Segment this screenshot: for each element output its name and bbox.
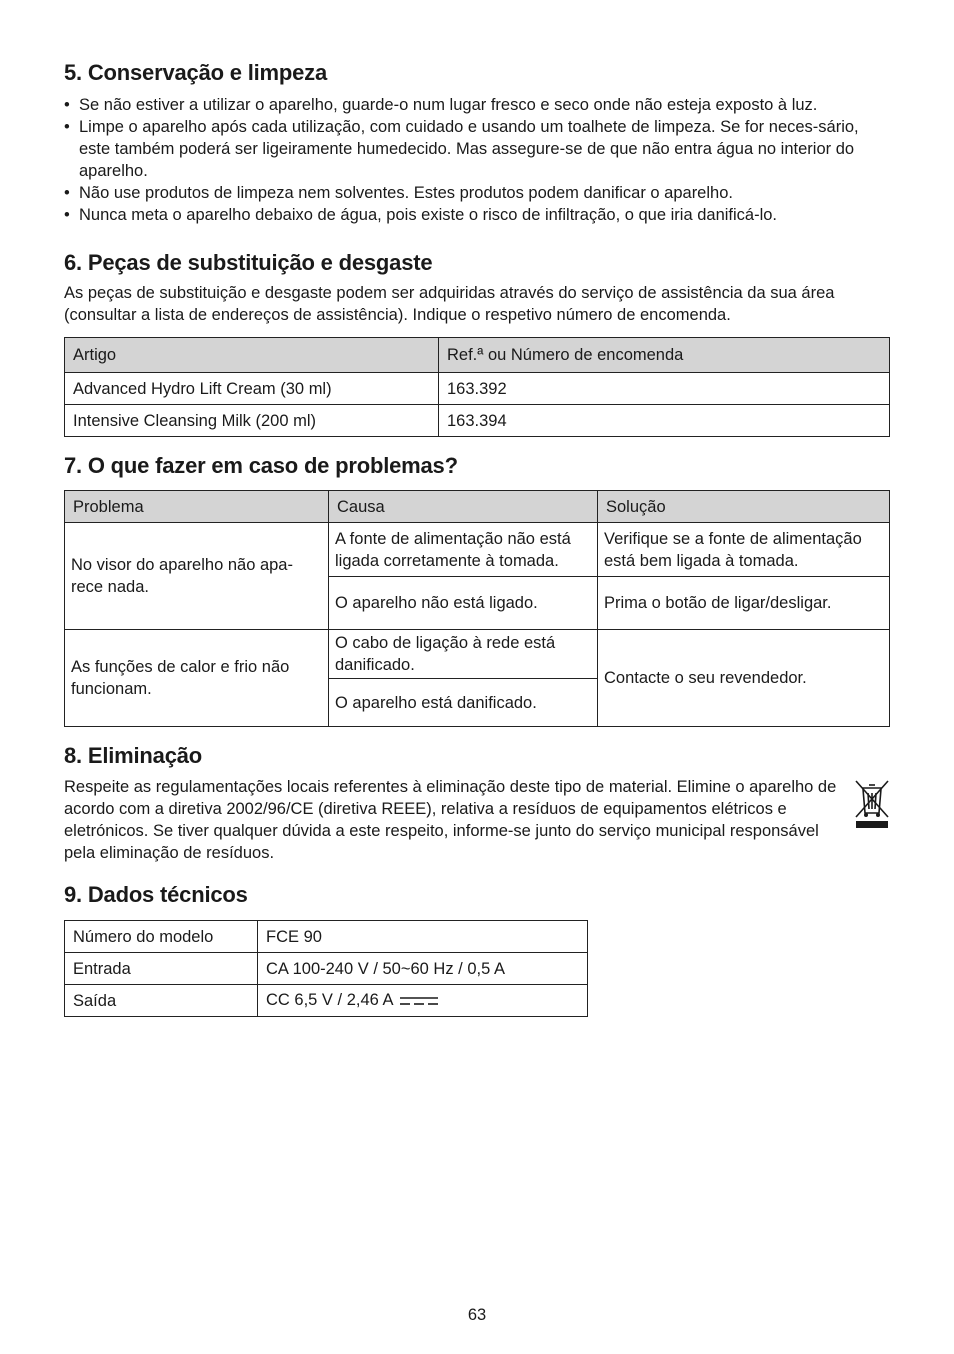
table-cell: O aparelho está danificado. bbox=[329, 679, 598, 727]
list-item: • Não use produtos de limpeza nem solventes. Estes produtos podem danificar o aparelho. bbox=[64, 182, 890, 204]
table-row bbox=[65, 405, 890, 437]
table-row bbox=[65, 630, 890, 679]
table-cell: Entrada bbox=[65, 953, 258, 985]
table-cell: 163.394 bbox=[439, 405, 890, 437]
table-header: Solução bbox=[598, 491, 890, 523]
weee-crossed-bin-icon bbox=[854, 779, 890, 836]
table-row bbox=[65, 953, 588, 985]
table-cell bbox=[258, 985, 588, 1017]
parts-table bbox=[64, 337, 890, 437]
section-8-text: Respeite as regulamentações locais referentes à eliminação deste tipo de material. Elimine o aparelho de acordo com a diretiva 2002/96/CE (diretiva REEE), relativa a resíduos de equipamentos elétricos e eletrónicos. Se tiver qualquer dúvida a este respeito, informe-se junto do serviço municipal responsável pela eliminação de resíduos. bbox=[64, 778, 837, 862]
table-cell: O cabo de ligação à rede está danificado. bbox=[329, 630, 598, 679]
table-cell: As funções de calor e frio não funcionam. bbox=[65, 630, 329, 727]
table-cell: Verifique se a fonte de alimentação está bem ligada à tomada. bbox=[598, 523, 890, 577]
table-cell: Intensive Cleansing Milk (200 ml) bbox=[65, 405, 439, 437]
section-6-title: 6. Peças de substituição e desgaste bbox=[64, 250, 433, 275]
list-item: • Se não estiver a utilizar o aparelho, guarde-o num lugar fresco e seco onde não esteja exposto à luz. bbox=[64, 94, 890, 116]
table-cell: Advanced Hydro Lift Cream (30 ml) bbox=[65, 373, 439, 405]
table-cell: Prima o botão de ligar/desligar. bbox=[598, 577, 890, 630]
section-7-title: 7. O que fazer em caso de problemas? bbox=[64, 453, 458, 478]
table-header: Problema bbox=[65, 491, 329, 523]
table-cell: 163.392 bbox=[439, 373, 890, 405]
table-cell: No visor do aparelho não apa-rece nada. bbox=[65, 523, 329, 630]
table-row bbox=[65, 523, 890, 577]
list-item: • Limpe o aparelho após cada utilização, com cuidado e usando um toalhete de limpeza. Se for neces-sário, este também poderá ser ligeiramente humedecido. Mas assegure-se de que não entra água no interior do aparelho. bbox=[64, 116, 890, 182]
table-row bbox=[65, 985, 588, 1017]
table-header: Causa bbox=[329, 491, 598, 523]
page-number: 63 bbox=[467, 1306, 487, 1324]
table-header: Ref.ª ou Número de encomenda bbox=[439, 338, 890, 373]
table-row bbox=[65, 373, 890, 405]
table-header: Artigo bbox=[65, 338, 439, 373]
table-cell: A fonte de alimentação não está ligada corretamente à tomada. bbox=[329, 523, 598, 577]
table-cell: CA 100-240 V / 50~60 Hz / 0,5 A bbox=[258, 953, 588, 985]
technical-data-table bbox=[64, 920, 588, 1017]
table-cell: Contacte o seu revendedor. bbox=[598, 630, 890, 727]
section-5-title: 5. Conservação e limpeza bbox=[64, 60, 327, 85]
table-cell: Saída bbox=[65, 985, 258, 1017]
section-6-text: As peças de substituição e desgaste podem ser adquiridas através do serviço de assistência da sua área (consultar a lista de endereços de assistência). Indique o respetivo número de encomenda. bbox=[64, 284, 835, 324]
dc-symbol-icon bbox=[399, 990, 439, 1012]
output-value: CC 6,5 V / 2,46 A bbox=[266, 991, 393, 1010]
table-cell: FCE 90 bbox=[258, 921, 588, 953]
table-cell: Número do modelo bbox=[65, 921, 258, 953]
section-8-title: 8. Eliminação bbox=[64, 743, 203, 768]
table-cell: O aparelho não está ligado. bbox=[329, 577, 598, 630]
list-item: • Nunca meta o aparelho debaixo de água, pois existe o risco de infiltração, o que iria danificá-lo. bbox=[64, 204, 890, 226]
section-9-title: 9. Dados técnicos bbox=[64, 882, 248, 907]
table-row bbox=[65, 921, 588, 953]
troubleshooting-table bbox=[64, 490, 890, 727]
section-5-bullets bbox=[64, 94, 890, 226]
